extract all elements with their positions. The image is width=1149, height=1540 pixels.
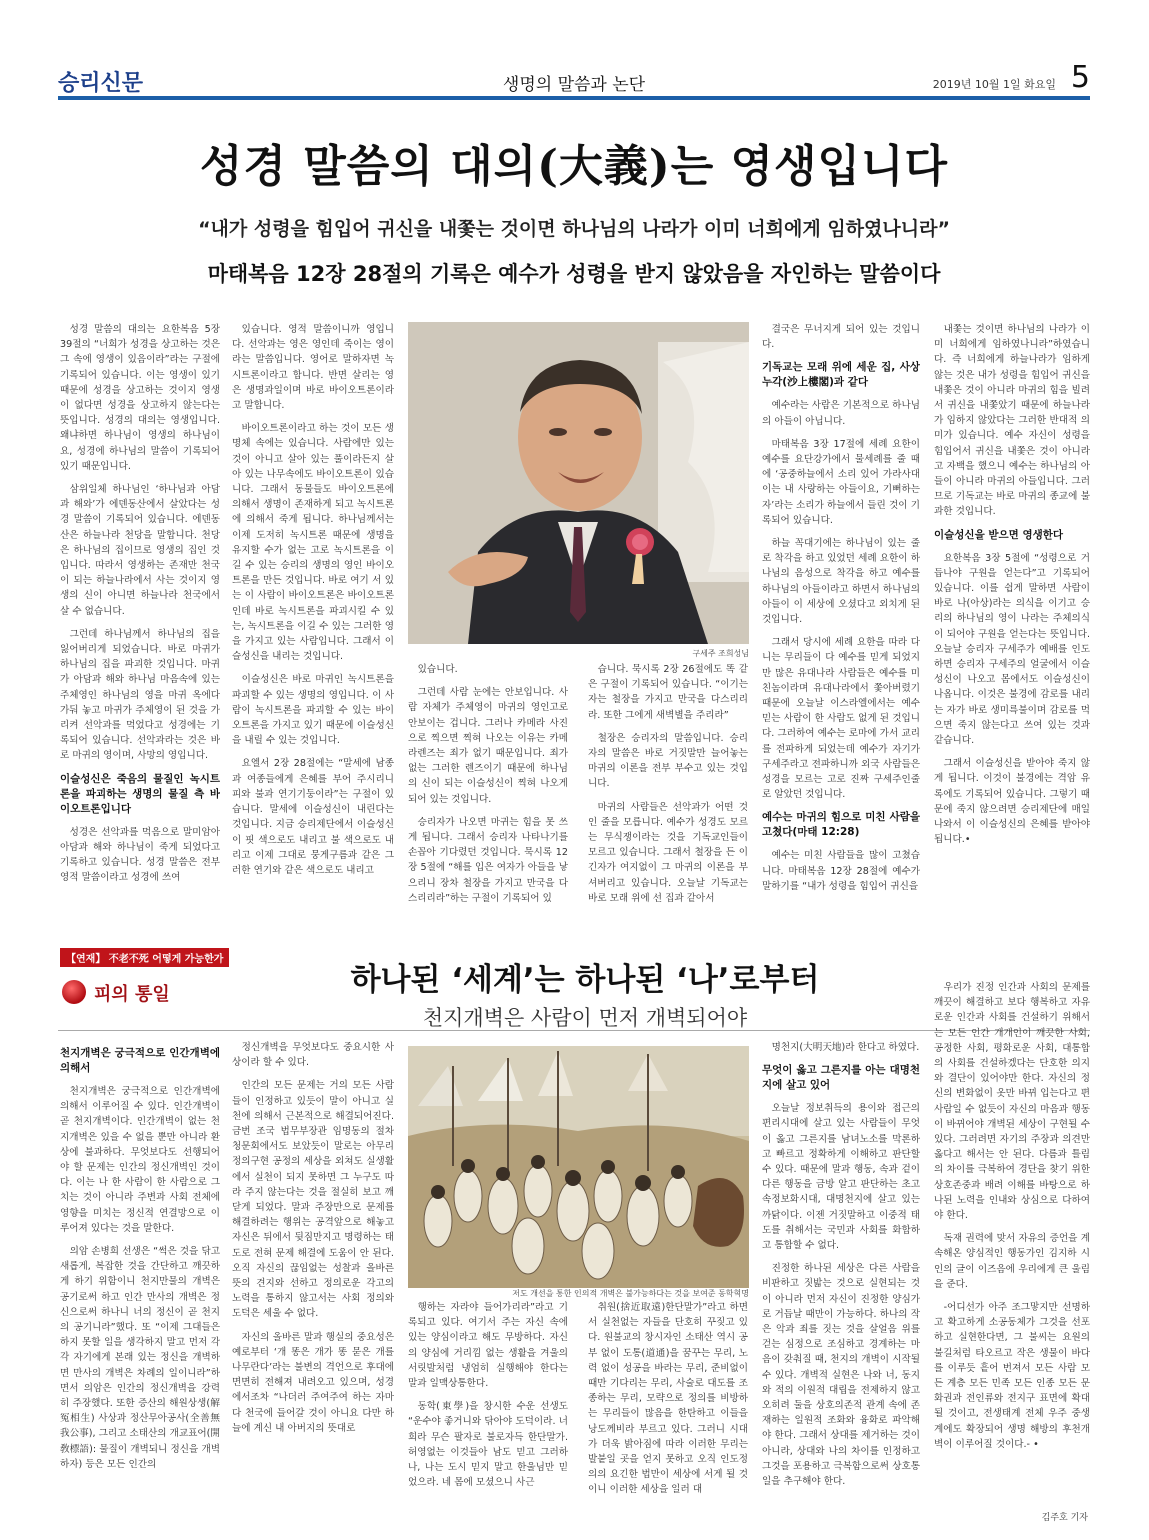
paragraph: 요한복음 3장 5절에 “성령으로 거듭나야 구원을 얻는다”고 기록되어 있습니다. 이를 쉽게 말하면 사람이 바로 나(아상)라는 의식을 이기고 승리의 하나님의 영이 나라는 주체의식이 되어야 구원을 얻는다는 뜻입니다. 오늘날 승리자 구세주가 예배를 인도하면 승리자 구세주의 얼굴에서 이슬성신이 나오고 몸에서도 이슬성신이 나옵니다. 이것은 불경에 감로를 내리는 자가 바로 생미륵불이며 감로를 먹으면 죽지 않는다고 쓰여 있는 것과 같습니다. <box>934 552 1090 747</box>
article1-subhead-quote: “내가 성령을 힘입어 귀신을 내쫓는 것이면 하나님의 나라가 이미 너희에게 임하였나니라” <box>198 218 950 240</box>
paragraph: 독재 권력에 맞서 자유의 증언을 계속해온 양심적인 행동가인 김지하 시인의 글이 이즈음에 우리에게 큰 울림을 준다. <box>934 1233 1090 1290</box>
article1-column-5 <box>762 322 920 932</box>
paragraph: 있습니다. 영적 말씀이니까 영입니다. 선악과는 영은 영인데 죽이는 영이라는 말씀입니다. 영어로 말하자면 녹시트론이라고 합니다. 반면 살리는 영은 생명과일이며 바로 바이오트론이라고 말합니다. <box>232 324 394 412</box>
series-name: 피의 통일 <box>94 984 170 1005</box>
paper-name: 승리신문 <box>58 71 144 96</box>
subheading: 이슬성신을 받으면 영생한다 <box>934 528 1064 541</box>
paragraph: 하늘 꼭대기에는 하나님이 있는 줄로 착각을 하고 있었던 세례 요한이 하나님의 음성으로 착각을 하고 예수를 하나님의 아들이라고 하면서 하나님의 아들이 이 세상에 오셨다고 외치게 된 것입니다. <box>762 538 920 626</box>
paragraph: 취원(捨近取遠)한단말가”라고 하면서 실천없는 자들을 단호히 꾸짖고 있다. 원불교의 창시자인 소태산 역시 공부 없이 도통(道通)을 꿈꾸는 무리, 노력 없이 성공을 바라는 무리, 준비없이 때만 기다리는 무리, 사술로 대도를 조종하는 무리, 모략으로 정의를 비방하는 무리들이 많음을 한탄하고 이들을 낭도께비라 부르고 있다. 그러니 시대가 더욱 밝아짐에 따라 이러한 무리는 발붙일 곳을 얻지 못하고 오직 인도정의의 요긴한 법만이 세상에 서게 될 것이니 이러한 세상을 일러 대 <box>588 1302 748 1496</box>
subheading: 예수는 마귀의 힘으로 미친 사람을 고쳤다(마태 12:28) <box>762 811 920 839</box>
article2-column-1 <box>60 1040 220 1530</box>
article2-subhead: 천지개벽은 사람이 먼저 개벽되어야 <box>422 1006 748 1030</box>
paragraph: 의암 손병희 선생은 “썩은 것을 닦고 새롭게, 복잡한 것을 간단하고 깨끗하게 하기 위함이니 천지만물의 개벽은 공기로써 하고 인간 만사의 개벽은 정신으로써 하나니 너의 정신이 곧 천지의 공기니라”했다. 또 “이제 그대들은 하지 못할 일을 생각하지 말고 먼저 각각 자기에게 본래 있는 정신을 개벽하면 만사의 개벽은 차례의 일이니라”하면서 의암은 인간의 정신개벽을 강력히 주장했다. 또한 증산의 해원상생(解冤相生) 사상과 정산무아공사(全善無我公事), 그리고 소태산의 개교표어(開敎標語): 물질이 개벽되니 정신을 개벽하자) 등은 모든 인간의 <box>60 1246 220 1470</box>
paragraph: 행하는 자라야 들어가리라”라고 기록되고 있다. 여기서 주는 자신 속에 있는 양심이라고 해도 무방하다. 자신의 양심에 거리낌 없는 생활을 겨울의 서릿발처럼 냉엄히 실행해야 한다는 말과 일맥상통한다. <box>408 1302 568 1390</box>
reporter-byline: 김주호 기자 <box>1041 1513 1088 1523</box>
article2-column-4b <box>762 1040 920 1530</box>
donghak-painting <box>408 1046 749 1288</box>
article1-column-6 <box>934 322 1090 932</box>
paragraph: 예수라는 사람은 기본적으로 하나님의 아들이 아닙니다. <box>762 400 920 427</box>
paragraph: 진정한 하나된 세상은 다른 사람을 비판하고 짓밟는 것으로 실현되는 것이 아니라 먼저 자신이 진정한 양심가로 거듭날 때만이 가능하다. 하나의 작은 악과 죄를 짓는 것을 살얼음 위를 걷는 심정으로 조심하고 경계하는 마음이 갖춰질 때, 천지의 개벽이 시작될 수 있다. 개벽적 실현은 나와 너, 동지와 적의 이원적 대립을 전제하지 않고 오히려 둘을 상호의존적 관계 속에 존재하는 일원적 조화와 융화로 파악해야 한다. 그래서 상대를 제거하는 것이 아니라, 상대와 나의 차이를 인정하고 그것을 포용하고 극복함으로써 상호통일을 추구해야 한다. <box>762 1263 920 1488</box>
article1-column-2 <box>232 322 394 932</box>
article1-column-1 <box>60 322 220 932</box>
subheading: 무엇이 옳고 그른지를 아는 대명천지에 살고 있어 <box>762 1064 920 1092</box>
subheading: 기독교는 모래 위에 세운 집, 사상누각(沙上樓閣)과 같다 <box>762 361 920 389</box>
paragraph: 그런데 하나님께서 하나님의 집을 잃어버리게 되었습니다. 바로 마귀가 하나님의 집을 파괴한 것입니다. 마귀가 아담과 해와 하나님 마음속에 있는 주체영인 하나님의 영을 마귀 옥에다 가둬 놓고 마귀가 주체영이 된 것을 가리켜 선악과를 먹었다고 성경에는 기록되어 있습니다. 선악과라는 것은 바로 마귀의 영이며, 사망의 영입니다. <box>60 628 220 762</box>
blood-drop-icon <box>62 980 86 1004</box>
article1-column-4 <box>588 662 748 932</box>
article1-headline: 성경 말씀의 대의(大義)는 영생입니다 <box>199 141 949 192</box>
paragraph: 성경 말씀의 대의는 요한복음 5장 39절의 “너희가 성경을 상고하는 것은 그 속에 영생이 있음이라”라는 구절에 기록되어 있습니다. 이는 영생이 있기 때문에 성경을 상고하는 것이지 영생이 없다면 성경을 상고하지 않는다는 뜻입니다. 성경의 대의는 영생입니다. 왜냐하면 하나님이 영생의 하나님이요, 성경에 하나님의 말씀이 기록되어 있기 때문입니다. <box>60 324 220 472</box>
paragraph: 그래서 당시에 세례 요한을 따라 다니는 무리들이 다 예수를 믿게 되었지만 많은 유대나라 사람들은 예수를 미친놈이라며 유대나라에서 쫓아버렸기 때문에 오늘날 이스라엘에서는 예수 믿는 사람이 한 사람도 없게 된 것입니다. 그러하여 예수는 로마에 가서 교리를 전파하게 되었는데 예수가 자기가 구세주라고 전파하니까 외국 사람들은 성경을 모르는 고로 진짜 구세주인줄로 알았던 것입니다. <box>762 637 920 801</box>
paragraph: 내쫓는 것이면 하나님의 나라가 이미 너희에게 임하였나니라”하였습니다. 즉 너희에게 하늘나라가 임하게 않는 것은 내가 성령을 힘입어 귀신을 내쫓은 것이 아니라 마귀의 힘을 빌려서 귀신을 내쫓았기 때문에 하늘나라가 임하지 않았다는 그러한 반대적 의미가 있습니다. 예수 자신이 성령을 힘입어서 귀신을 내쫓은 것이 아니라고 자백을 했으니 예수는 하나님의 아들이 아니라 마귀의 아들입니다. 그러므로 기독교는 바로 마귀의 종교에 불과한 것입니다. <box>934 324 1090 518</box>
subheading: 이슬성신은 죽음의 물질인 녹시트론을 파괴하는 생명의 물질 측 바이오트론입니다 <box>60 772 220 815</box>
article2-headline: 하나된 ‘세계’는 하나된 ‘나’로부터 <box>350 962 820 998</box>
photo-caption: 저도 개선을 통한 인의적 개벽은 불가능하다는 것을 보여준 동학혁명 <box>512 1289 749 1298</box>
paragraph: 삼위일체 하나님인 ‘하나님과 아담과 해와’가 에덴동산에서 살았다는 성경 말씀이 기록되어 있습니다. 에덴동산은 하늘나라 천당을 말합니다. 천당은 하나님의 집이므로 영생의 집인 것입니다. 따라서 영생하는 존재만 천국이 되는 하늘나라에서 사는 것이지 영생의 신이 아니면 하늘나라 천국에서 살 수 없습니다. <box>60 484 220 617</box>
article2-column-5 <box>934 980 1090 1505</box>
paragraph: 승리자가 나오면 마귀는 힘을 못 쓰게 됩니다. 그래서 승리자 나타나기를 손꼽아 기다렸던 것입니다. 묵시록 12장 5절에 “해를 입은 여자가 아들을 낳으리니 장차 철장을 가지고 만국을 다스리리라”하는 구절이 기록되어 있 <box>408 816 568 904</box>
paragraph: -어디선가 아주 조그맣지만 선명하고 확고하게 소공동체가 그것을 선포하고 실현한다면, 그 불씨는 요원의 불길처럼 타오르고 작은 생물이 바다를 이루듯 흩어 번져서 모든 사람 모든 계층 모든 민족 모든 인종 모든 문화권과 전인류와 전지구 표면에 확대될 것이고, 전생태계 전체 우주 중생계에도 확장되어 생명 해방의 후천개벽이 이루어질 것이다.- • <box>934 1302 1090 1450</box>
subheading: 천지개벽은 궁극적으로 인간개벽에 의해서 <box>60 1047 220 1074</box>
portrait-photo <box>408 322 749 644</box>
issue-date: 2019년 10월 1일 화요일 <box>932 78 1056 91</box>
section-title: 생명의 말씀과 논단 <box>502 75 646 95</box>
paragraph: 예수는 미친 사람들을 많이 고쳤습니다. 마태복음 12장 28절에 예수가 말하기를 “내가 성령을 힘입어 귀신을 <box>762 850 920 892</box>
portrait-illustration <box>408 322 749 644</box>
paragraph: 결국은 무너지게 되어 있는 것입니다. <box>762 324 920 351</box>
paragraph: 그래서 이슬성신을 받아야 죽지 않게 됩니다. 이것이 불경에는 격암 유록에도 기록되어 있습니다. 그렇기 때문에 죽지 않으려면 승리제단에 매일 나와서 이 이슬성신의 은혜를 받아야 됩니다.• <box>934 758 1090 846</box>
paragraph: 인간의 모든 문제는 거의 모든 사람들이 인정하고 있듯이 말이 아니고 실천에 의해서 근본적으로 해결되어진다. 금번 조국 법무부장관 임명동의 절차 청문회에서도 보았듯이 말로는 아무리 정의구현 공정의 세상을 외쳐도 실생활에서 실천이 되지 못하면 그 누구도 따라 주지 않는다는 것을 절실히 보고 깨닫게 되었다. 말과 주장만으로 문제를 해결하려는 행위는 공격앞으로 해놓고 자신은 뒤에서 뒷짐만지고 명령하는 태도로 전혀 문제 해결에 도움이 안 된다. 오직 자신의 끊임없는 성찰과 올바른 뜻의 견지와 선하고 정의로운 각고의 노력을 통하지 않고서는 사회 정의와 도덕은 세울 수 없다. <box>232 1080 394 1320</box>
paragraph: 오늘날 정보취득의 용이와 접근의 편리시대에 살고 있는 사람들이 무엇이 옳고 그른지를 남녀노소를 막론하고 빠르고 정확하게 이해하고 판단할 수 있다. 때문에 말과 행동, 속과 겉이 다른 행동을 금방 알고 판단하는 초고속정보화시대, 대명천지에 살고 있는 까닭이다. 이젠 거짓말하고 이중적 태도를 취해서는 국민과 사회를 화합하고 통합할 수 없다. <box>762 1103 920 1252</box>
paragraph: 그런데 사람 눈에는 안보입니다. 사람 자체가 주체영이 마귀의 영인고로 안보이는 겁니다. 그러나 카메라 사진으로 찍으면 찍혀 나오는 이유는 카메라렌즈는 죄가 없기 때문입니다. 죄가 없는 그러한 렌즈이기 때문에 하나님의 신이 되는 이슬성신이 찍혀 나오게 되어 있는 것입니다. <box>408 687 568 805</box>
paragraph: 우리가 진정 인간과 사회의 문제를 깨끗이 해결하고 보다 행복하고 자유로운 인간과 사회를 건설하기 위해서는 모든 인간 개개인이 깨끗한 사회, 공정한 사회, 평화로운 사회, 대통합의 사회를 건설하겠다는 단호한 의지와 결단이 있어야만 한다. 자신의 정신의 변화없이 옷만 바뀌 입는다고 편사람일 수 없듯이 자신의 마음과 행동이 바뀌어야 개벽된 세상이 구현될 수 있다. 그러려면 자기의 주장과 의견만 옳다고 해서는 안 된다. 다름과 틀림의 차이를 극복하여 경단을 찾기 위한 상호존중과 배려 이해를 바탕으로 하나된 노력을 인내와 상심으로 다하여야 한다. <box>934 982 1090 1222</box>
article1-subhead: 마태복음 12장 28절의 기록은 예수가 성령을 받지 않았음을 자인하는 말씀이다 <box>207 262 941 286</box>
battle-painting-illustration <box>408 1046 749 1288</box>
paragraph: 천지개벽은 궁극적으로 인간개벽에 의해서 이루어질 수 있다. 인간개벽이 곧 천지개벽이다. 인간개벽이 없는 천지개벽은 있을 수 없을 뿐만 아니라 환상에 불과하다. 무엇보다도 선행되어야 할 문제는 인간의 정신개벽인 것이다. 이는 나 한 사람이 한 사람으로 그치는 것이 아니라 주변과 사회 전체에 영향을 미치는 정신적 연결망으로 이루어져 있다는 것을 말한다. <box>60 1086 220 1234</box>
article2-column-3 <box>408 1300 568 1530</box>
paragraph: 마귀의 사람들은 선악과가 어떤 것인 줄을 모릅니다. 예수가 성경도 모르는 무식쟁이라는 것을 기독교인들이 모르고 있습니다. 그래서 철장을 든 이긴자가 여지없이 그 마귀의 이론을 부셔버리고 있습니다. 오늘날 기독교는 바로 모래 위에 선 집과 같아서 <box>588 801 748 904</box>
page-number: 5 <box>1070 60 1090 95</box>
paragraph: 요엘서 2장 28절에는 “말세에 남종과 여종들에게 은혜를 부어 주시리니 피와 불과 연기기둥이라”는 구절이 있습니다. 말세에 이슬성신이 내린다는 것입니다. 지금 승리제단에서 이슬성신이 핏 색으로도 내리고 불 색으로도 내리고 이제 그대로 뭉게구름과 같은 그러한 연기와 같은 색으로도 내리고 <box>232 758 394 876</box>
article2-column-4a <box>588 1300 748 1530</box>
paragraph: 성경은 선악과를 먹음으로 말미암아 아담과 해와 하나님이 죽게 되었다고 기록하고 있습니다. 성경 말씀은 전부 영적 말씀이라고 성경에 쓰여 <box>60 826 220 884</box>
masthead <box>58 60 1090 100</box>
paragraph: 있습니다. <box>417 664 458 675</box>
paragraph: 정신개벽을 무엇보다도 중요시한 사상이라 할 수 있다. <box>232 1042 394 1069</box>
article1-column-3 <box>408 662 568 932</box>
series-tag: 【연재】 不老不死 어떻게 가능한가 <box>60 948 229 967</box>
article2-column-2 <box>232 1040 394 1530</box>
paragraph: 습니다. 묵시록 2장 26절에도 똑 같은 구절이 기록되어 있습니다. “이기는 자는 철장을 가지고 만국을 다스리리라. 또한 그에게 새벽별을 주리라” <box>588 664 748 721</box>
paragraph: 바이오트론이라고 하는 것이 모든 생명체 속에는 있습니다. 사람에만 있는 것이 아니고 살아 있는 풀이라든지 살아 있는 나무속에도 바이오트론이 있습니다. 그래서 동물들도 바이오트론에 의해서 생명이 존재하게 되고 녹시트론에 의해서 죽게 됩니다. 하나님께서는 이제 도저히 녹시트론 때문에 생명을 유지할 수가 없는 고로 녹시트론을 이길 수 있는 승리의 생명의 영인 바이오트론을 만든 것입니다. 바로 여기 서 있는 이 사람이 바이오트론은 바이오트론인데 바로 녹시트론을 파괴시킬 수 있는, 녹시트론을 이길 수 있는 그러한 영을 가지고 있는 사람입니다. 그래서 이슬성신을 내리는 것입니다. <box>232 423 394 663</box>
photo-caption: 구세주 조희성님 <box>692 649 749 658</box>
paragraph: 마태복음 3장 17절에 세례 요한이 예수를 요단강가에서 물세례를 줄 때에 ‘공중하늘에서 소리 있어 가라사대 이는 내 사랑하는 아들이요, 기뻐하는 자’라는 소리가 하늘에서 들린 것이 기록되어 있습니다. <box>762 438 920 526</box>
paragraph: 동학(東學)을 창시한 수운 선생도 “운수야 좋거니와 닦아야 도덕이라. 너희라 무슨 팔자로 불로자득 한단말가. 허영없는 이것들아 남도 믿고 그러하나, 나는 도시 믿지 말고 한울님만 믿었으라. 네 몸에 모셨으니 사근 <box>408 1401 568 1489</box>
paragraph: 자신의 올바른 말과 행실의 중요성은 예로부터 ‘개 똥은 개가 똥 묻은 개를 나무란다’라는 불변의 격언으로 후대에 면면히 전해져 내려오고 있으며, 성경에서조차 “나더러 주여주여 하는 자마다 천국에 들어갈 것이 아니요 다만 하늘에 계신 내 아버지의 뜻대로 <box>232 1331 394 1434</box>
paragraph: 이슬성신은 바로 마귀인 녹시트론을 파괴할 수 있는 생명의 영입니다. 이 사람이 녹시트론을 파괴할 수 있는 바이오트론을 가지고 있기 때문에 이슬성신을 내릴 수 있는 것입니다. <box>232 674 394 747</box>
paragraph: 철장은 승리자의 말씀입니다. 승리자의 말씀은 바로 거짓말만 늘어놓는 마귀의 이론을 전부 부수고 있는 것입니다. <box>588 732 748 790</box>
paragraph: 명천지(大明天地)라 한다고 하였다. <box>771 1042 920 1053</box>
